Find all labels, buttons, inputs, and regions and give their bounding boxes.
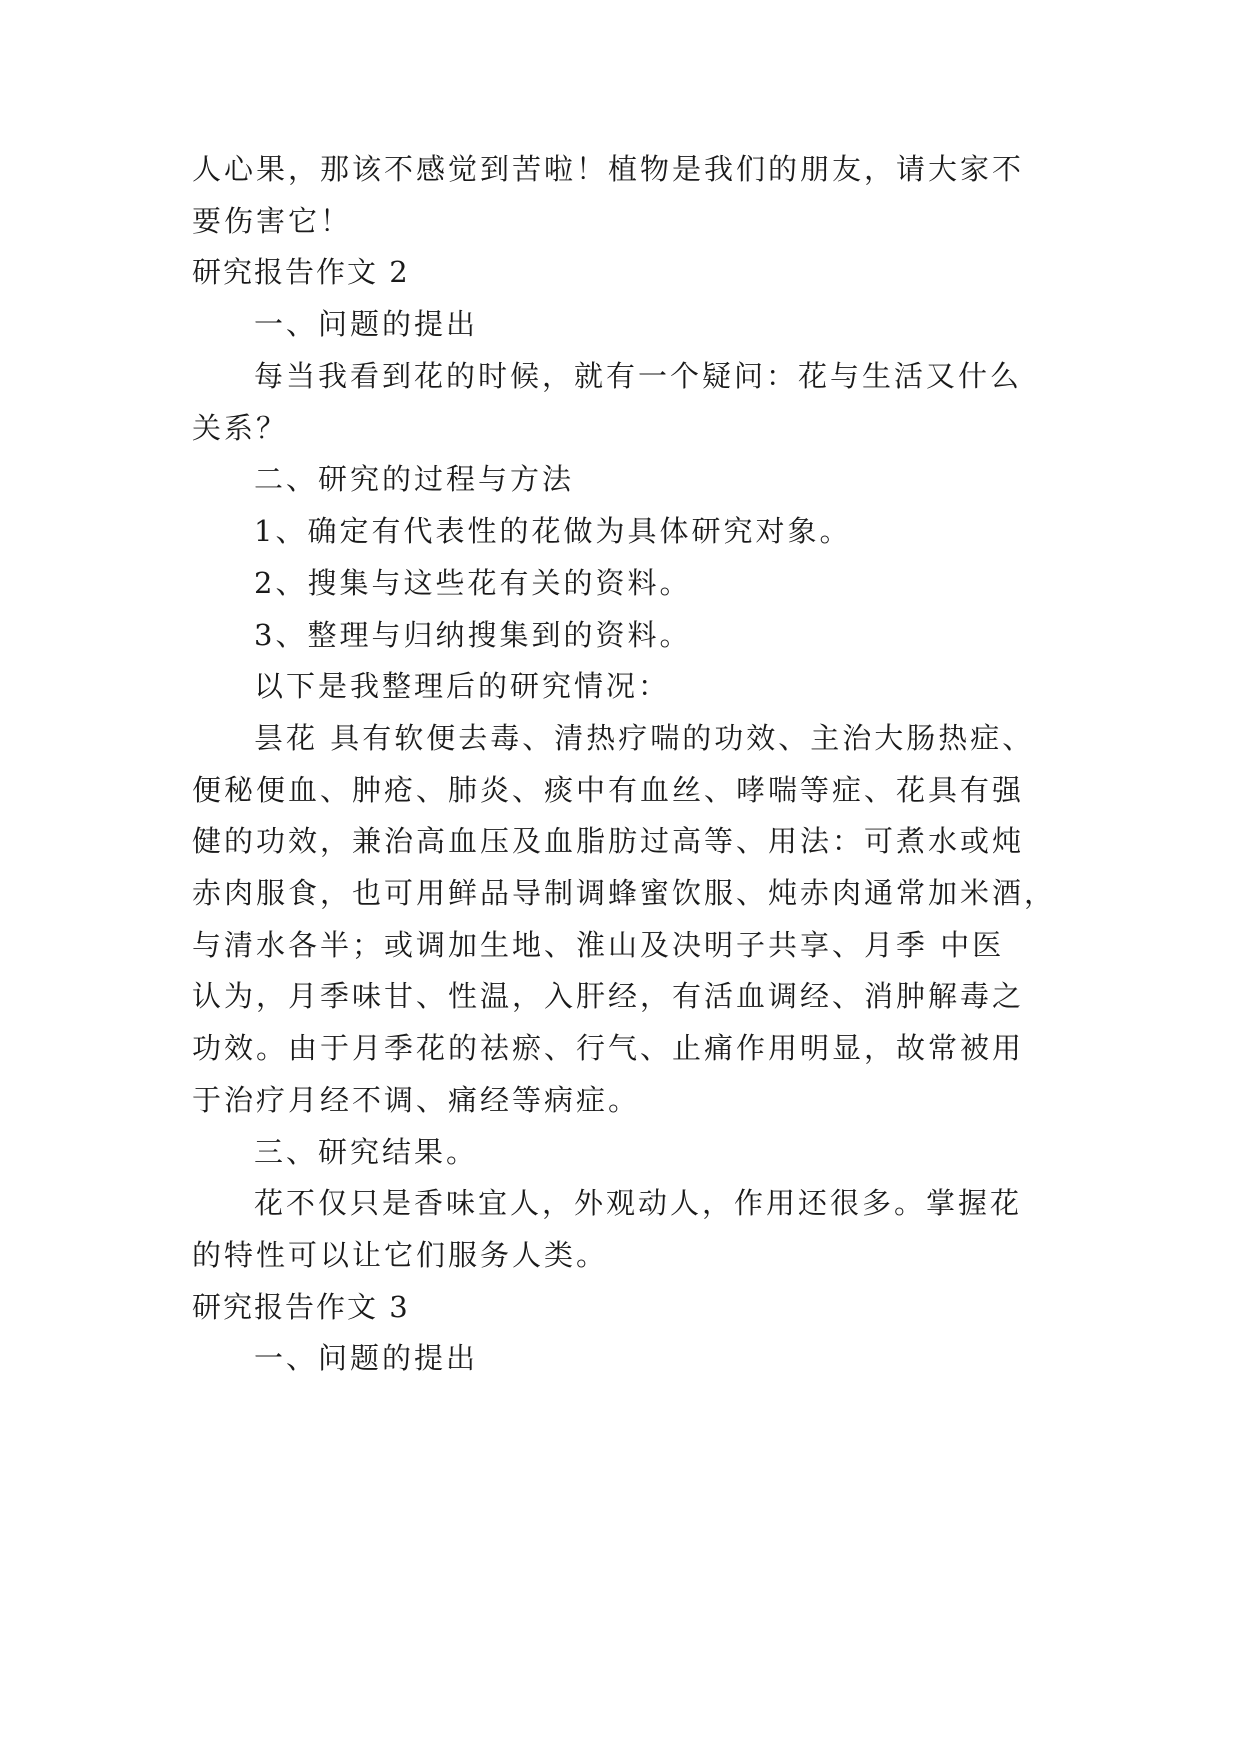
list-item: 3、整理与归纳搜集到的资料。 bbox=[254, 618, 692, 652]
paragraph-line: 以下是我整理后的研究情况： bbox=[254, 669, 671, 703]
paragraph-line: 于治疗月经不调、痛经等病症。 bbox=[192, 1083, 641, 1117]
paragraph-line: 便秘便血、肿疮、肺炎、痰中有血丝、哮喘等症、花具有强 bbox=[192, 773, 1025, 807]
list-item: 2、搜集与这些花有关的资料。 bbox=[254, 566, 692, 600]
paragraph-line: 认为，月季味甘、性温，入肝经，有活血调经、消肿解毒之 bbox=[192, 979, 1025, 1013]
paragraph-line: 要伤害它！ bbox=[192, 204, 353, 238]
list-item: 1、确定有代表性的花做为具体研究对象。 bbox=[254, 514, 852, 548]
subheading: 三、研究结果。 bbox=[254, 1135, 479, 1169]
section-heading: 研究报告作文 3 bbox=[192, 1290, 410, 1324]
paragraph-line: 的特性可以让它们服务人类。 bbox=[192, 1238, 609, 1272]
section-heading: 研究报告作文 2 bbox=[192, 255, 410, 289]
paragraph-line: 花不仅只是香味宜人，外观动人，作用还很多。掌握花 bbox=[254, 1186, 1023, 1220]
paragraph-line: 赤肉服食，也可用鲜品导制调蜂蜜饮服、炖赤肉通常加米酒， bbox=[192, 876, 1057, 910]
subheading: 一、问题的提出 bbox=[254, 307, 479, 341]
paragraph-line: 功效。由于月季花的祛瘀、行气、止痛作用明显，故常被用 bbox=[192, 1031, 1025, 1065]
paragraph-line: 昙花 具有软便去毒、清热疗喘的功效、主治大肠热症、 bbox=[254, 721, 1035, 755]
subheading: 二、研究的过程与方法 bbox=[254, 462, 575, 496]
paragraph-line: 人心果，那该不感觉到苦啦！植物是我们的朋友，请大家不 bbox=[192, 152, 1025, 186]
paragraph-line: 每当我看到花的时候，就有一个疑问：花与生活又什么 bbox=[254, 359, 1023, 393]
paragraph-line: 关系？ bbox=[192, 411, 289, 445]
subheading: 一、问题的提出 bbox=[254, 1341, 479, 1375]
paragraph-line: 与清水各半；或调加生地、淮山及决明子共享、月季 中医 bbox=[192, 928, 1005, 962]
paragraph-line: 健的功效，兼治高血压及血脂肪过高等、用法：可煮水或炖 bbox=[192, 824, 1025, 858]
